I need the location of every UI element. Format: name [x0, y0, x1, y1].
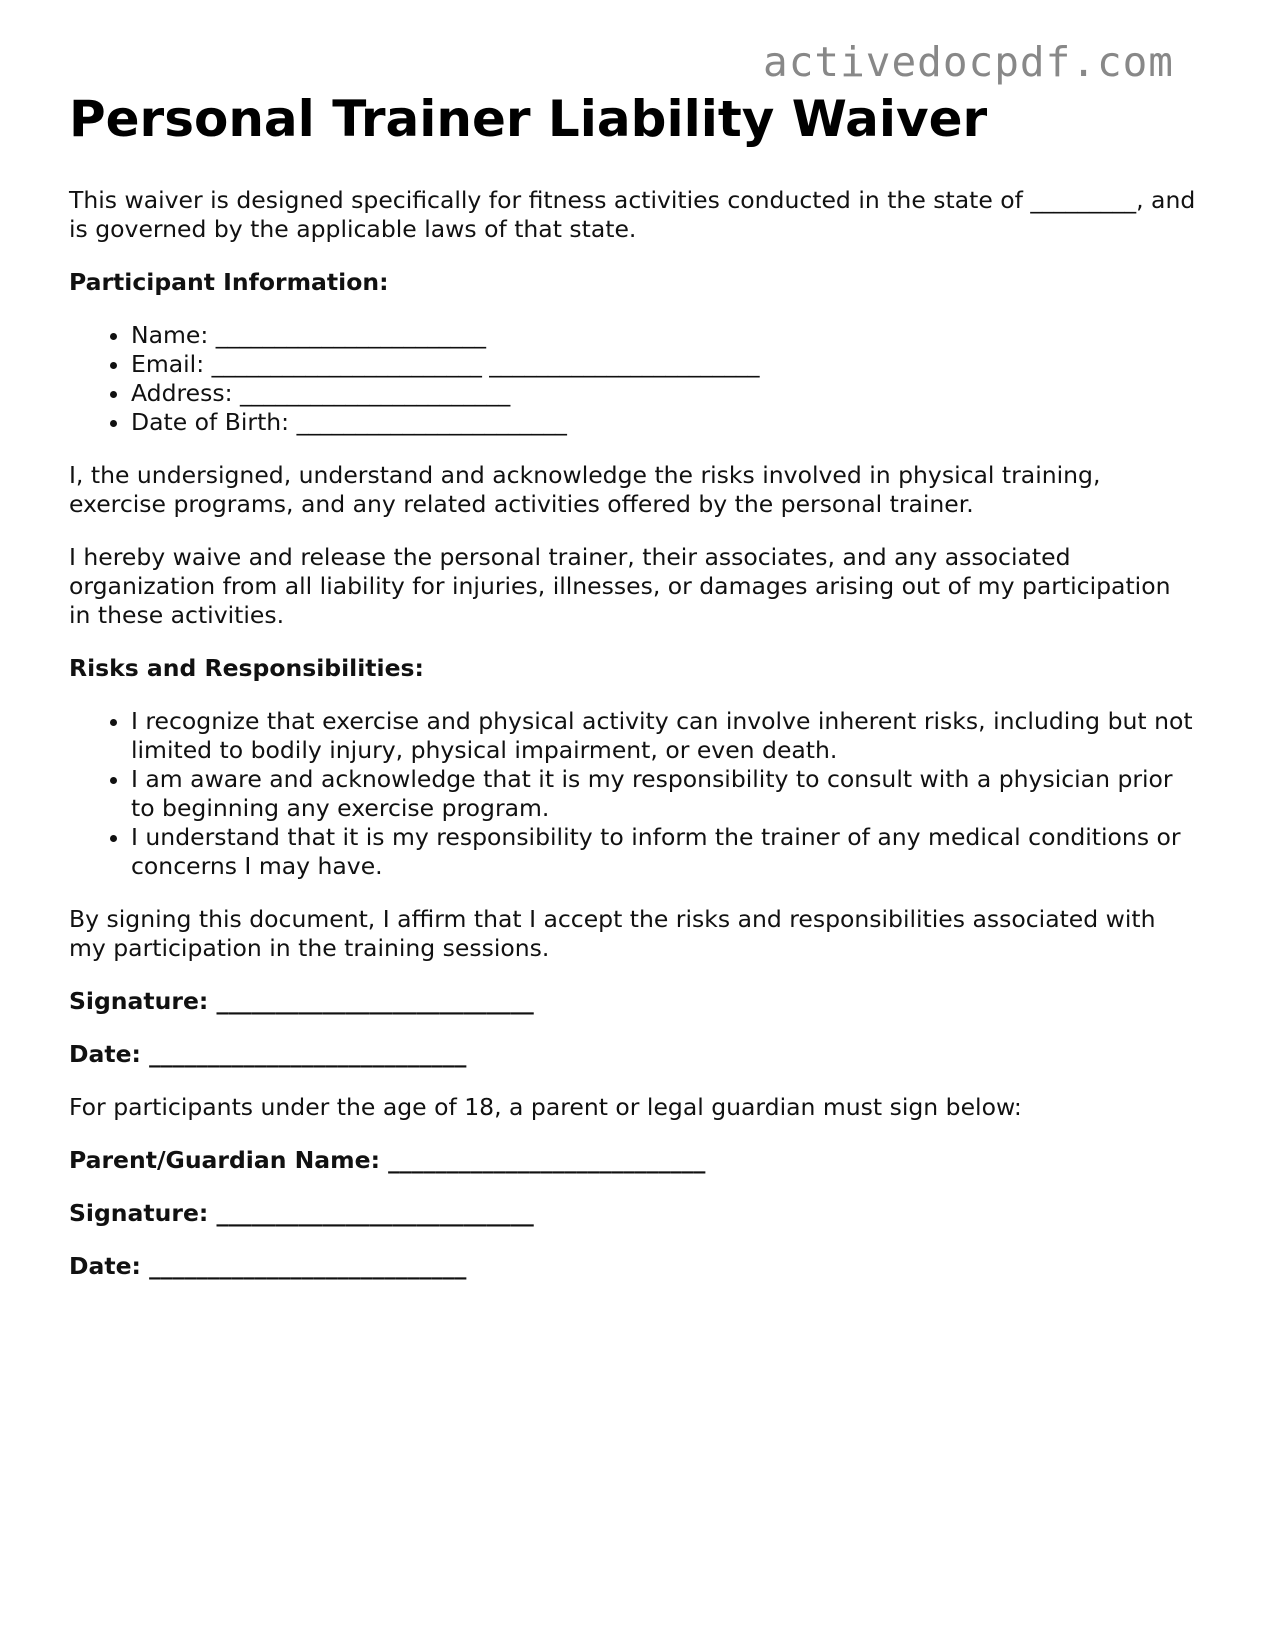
date-line: Date: ___________________________	[69, 1040, 467, 1068]
minor-note: For participants under the age of 18, a parent or legal guardian must sign below:	[69, 1093, 1022, 1121]
risks-heading: Risks and Responsibilities:	[69, 654, 424, 682]
affirm-paragraph: By signing this document, I affirm that I accept the risks and responsibilities associated with my participation in the training sessions.	[69, 905, 1156, 962]
watermark: activedocpdf.com	[763, 38, 1174, 86]
participant-address-field: • Address: _______________________	[131, 379, 1199, 408]
intro-paragraph: This waiver is designed specifically for fitness activities conducted in the state of _________, and is governed by the applicable laws of that state.	[69, 186, 1196, 243]
guardian-signature-line: Signature: ___________________________	[69, 1199, 534, 1227]
acknowledge-paragraph: I, the undersigned, understand and acknowledge the risks involved in physical training, exercise programs, and any related activities offered by the personal trainer.	[69, 461, 1101, 518]
participant-name-field: • Name: _______________________	[131, 321, 1199, 350]
risk-item: • I recognize that exercise and physical activity can involve inherent risks, including but not limited to bodily injury, physical impairment, or even death.	[131, 707, 1199, 765]
release-paragraph: I hereby waive and release the personal trainer, their associates, and any associated organization from all liability for injuries, illnesses, or damages arising out of my participation in these activities.	[69, 543, 1171, 629]
participant-info-heading: Participant Information:	[69, 268, 389, 296]
participant-dob-field: • Date of Birth: _______________________	[131, 408, 1199, 437]
document-page	[69, 88, 1199, 1305]
guardian-date-line: Date: ___________________________	[69, 1252, 467, 1280]
guardian-name-line: Parent/Guardian Name: ___________________________	[69, 1146, 706, 1174]
risk-item: • I am aware and acknowledge that it is my responsibility to consult with a physician prior to beginning any exercise program.	[131, 765, 1199, 823]
signature-line: Signature: ___________________________	[69, 987, 534, 1015]
participant-email-field: • Email: _______________________ _______________________	[131, 350, 1199, 379]
participant-info-list	[69, 321, 1199, 437]
document-title: Personal Trainer Liability Waiver	[69, 90, 988, 148]
risk-item: • I understand that it is my responsibility to inform the trainer of any medical conditions or concerns I may have.	[131, 823, 1199, 881]
risks-list	[69, 707, 1199, 881]
